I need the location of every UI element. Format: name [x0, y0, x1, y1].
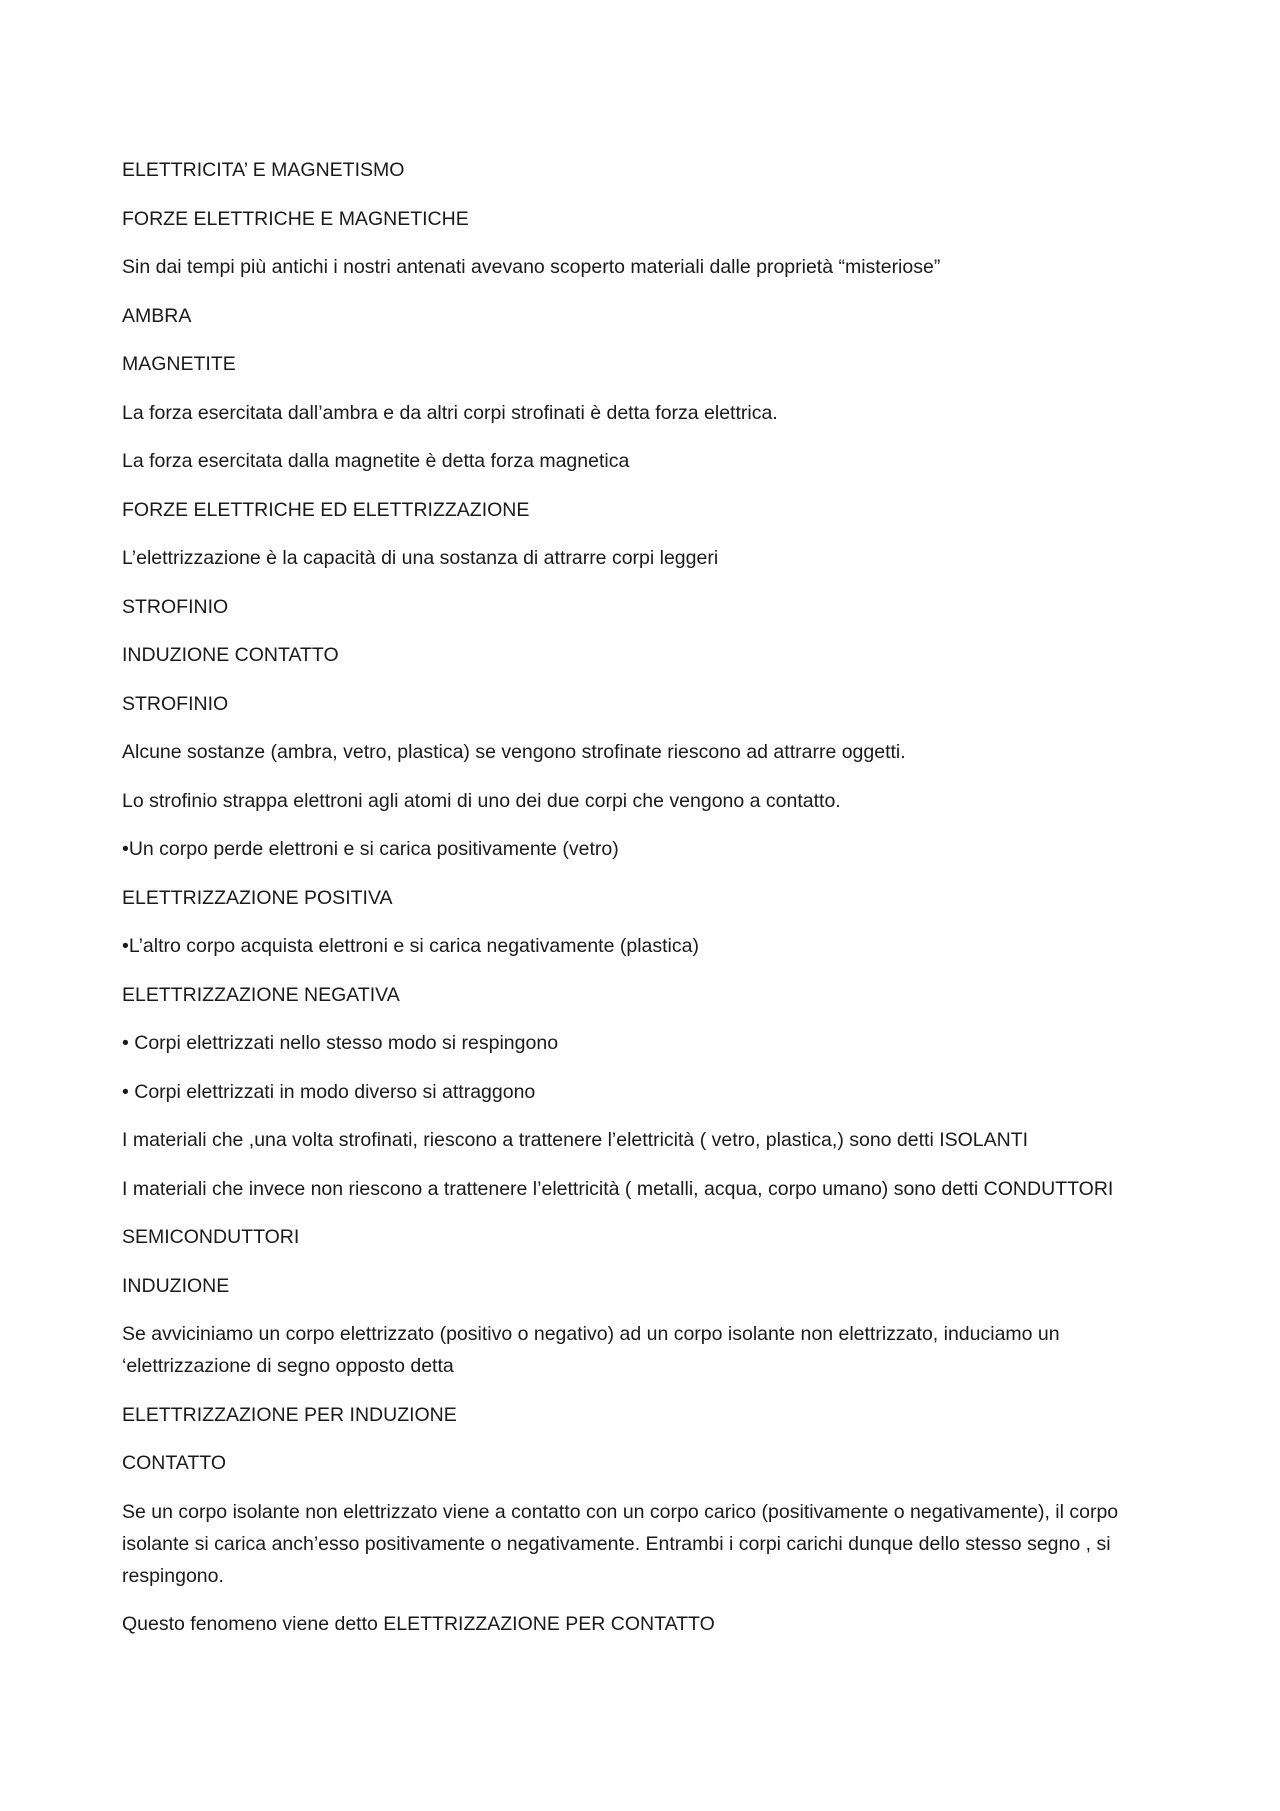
section-heading: STROFINIO [122, 692, 229, 715]
body-paragraph: I materiali che ,una volta strofinati, riescono a trattenere l’elettricità ( vetro, plastica,) sono detti ISOLANTI [122, 1129, 1029, 1151]
section-heading: FORZE ELETTRICHE ED ELETTRIZZAZIONE [122, 498, 530, 521]
keyword-line: STROFINIO [122, 595, 229, 618]
body-paragraph: Se avviciniamo un corpo elettrizzato (positivo o negativo) ad un corpo isolante non elettrizzato, induciamo un ‘elettrizzazione di segno opposto detta [122, 1323, 1060, 1377]
body-paragraph: Lo strofinio strappa elettroni agli atomi di uno dei due corpi che vengono a contatto. [122, 789, 841, 812]
document-page [122, 154, 1162, 1657]
bullet-item: • Corpi elettrizzati nello stesso modo si respingono [122, 1032, 559, 1054]
keyword-line: ELETTRIZZAZIONE POSITIVA [122, 886, 393, 909]
section-heading: INDUZIONE [122, 1274, 230, 1297]
body-paragraph: Se un corpo isolante non elettrizzato viene a contatto con un corpo carico (positivamente o negativamente), il corpo isolante si carica anch’esso positivamente o negativamente. Entrambi i corpi carichi dunque dello stesso segno , si respingono. [122, 1500, 1119, 1587]
keyword-line: AMBRA [122, 304, 192, 327]
keyword-line: INDUZIONE CONTATTO [122, 644, 339, 666]
keyword-line: ELETTRIZZAZIONE NEGATIVA [122, 983, 400, 1006]
body-paragraph: I materiali che invece non riescono a trattenere l’elettricità ( metalli, acqua, corpo umano) sono detti CONDUTTORI [122, 1177, 1114, 1200]
bullet-item: •L’altro corpo acquista elettroni e si carica negativamente (plastica) [122, 935, 699, 957]
bullet-item: • Corpi elettrizzati in modo diverso si attraggono [122, 1080, 536, 1103]
body-paragraph: La forza esercitata dall’ambra e da altri corpi strofinati è detta forza elettrica. [122, 401, 778, 424]
body-paragraph: Alcune sostanze (ambra, vetro, plastica) se vengono strofinate riescono ad attrarre oggetti. [122, 741, 906, 763]
body-paragraph: L’elettrizzazione è la capacità di una sostanza di attrarre corpi leggeri [122, 547, 719, 569]
section-heading: CONTATTO [122, 1452, 226, 1474]
keyword-line: ELETTRIZZAZIONE PER INDUZIONE [122, 1403, 457, 1426]
section-heading: FORZE ELETTRICHE E MAGNETICHE [122, 207, 469, 230]
body-paragraph: Sin dai tempi più antichi i nostri antenati avevano scoperto materiali dalle proprietà “misteriose” [122, 256, 941, 278]
document-title: ELETTRICITA’ E MAGNETISMO [122, 159, 405, 181]
body-paragraph: La forza esercitata dalla magnetite è detta forza magnetica [122, 450, 630, 472]
keyword-line: MAGNETITE [122, 353, 236, 375]
bullet-item: •Un corpo perde elettroni e si carica positivamente (vetro) [122, 838, 619, 860]
body-paragraph: Questo fenomeno viene detto ELETTRIZZAZIONE PER CONTATTO [122, 1613, 715, 1635]
keyword-line: SEMICONDUTTORI [122, 1226, 300, 1248]
